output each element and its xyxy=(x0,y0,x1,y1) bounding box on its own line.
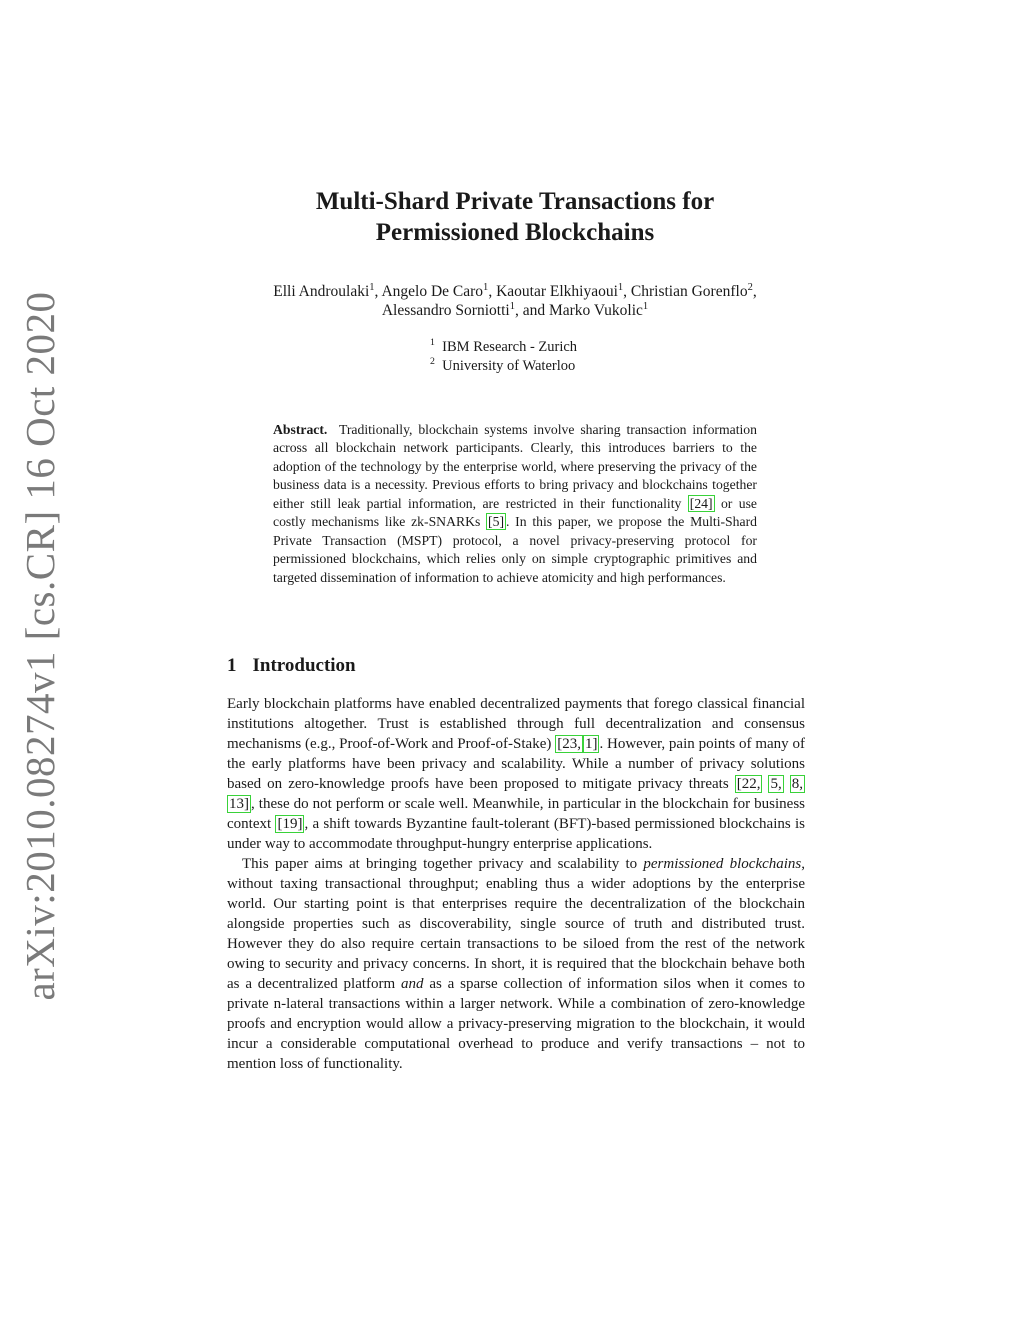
citation-link[interactable]: 8, xyxy=(791,776,804,792)
author: Christian Gorenflo$^2$, xyxy=(630,281,757,300)
citation-link[interactable]: [23, xyxy=(557,736,581,752)
paper-title xyxy=(230,186,800,248)
title-line-2: Permissioned Blockchains xyxy=(375,219,655,246)
author-list xyxy=(215,282,815,320)
author: Elli Androulaki$^1$, xyxy=(273,281,382,300)
citation-link[interactable]: 5, xyxy=(770,776,782,792)
section-heading xyxy=(227,655,356,677)
author: Kaoutar Elkhiyaoui$^1$, xyxy=(496,281,631,300)
citation-link[interactable]: 13] xyxy=(229,796,249,812)
author: Alessandro Sorniotti$^1$, and xyxy=(381,300,549,319)
paragraph: Early blockchain platforms have enabled decentralized payments that forego classical financial institutions altogether. Trust is established through full decentralization and consensus mechanisms (e.g., Proof-of-Work and Proof-of-Stake) [23, 1] . However, pain points of many of the early platforms have been privacy and scalability. While a number of privacy solutions based on zero-knowledge proofs have been proposed to mitigate privacy threats [22, 5, 8, 13] , these do not perform or scale well. Meanwhile, in particular in the blockchain for business context [19] , a shift towards Byzantine fault-tolerant (BFT)-based permissioned blockchains is under way to accommodate throughput-hungry enterprise applications. xyxy=(227,696,806,852)
author: Marko Vukolic$^1$ xyxy=(548,300,649,319)
title-line-1: Multi-Shard Private Transactions for xyxy=(315,188,715,215)
citation-link[interactable]: [5] xyxy=(488,514,505,530)
citation-link[interactable]: [19] xyxy=(277,816,303,832)
paragraph: This paper aims at bringing together privacy and scalability to permissioned blockchains, without taxing transactional throughput; enabling thus a wider adoptions by the enterprise world. Our starting point is that enterprises require the decentralization of the blockchain alongside properties such as discoverability, single source of truth and distributed trust. However they do also require certain transactions to be siloed from the rest of the network owing to security and privacy concerns. In short, it is required that the blockchain behave both as a decentralized platform and as a sparse collection of information silos when it comes to private n-lateral transactions within a larger network. While a combination of zero-knowledge proofs and encryption would allow a privacy-preserving migration to the blockchain, it would incur a considerable computational overhead to produce and verify transactions – not to mention loss of functionality. xyxy=(227,856,806,1072)
citation-link[interactable]: [24] xyxy=(689,495,713,511)
author: Angelo De Caro$^1$, xyxy=(381,281,497,300)
section-title: Introduction xyxy=(252,655,356,676)
body-text xyxy=(227,694,805,1074)
section-number: 1 xyxy=(227,655,237,676)
affiliation: $^1$ IBM Research - Zurich xyxy=(430,337,578,355)
citation-link[interactable]: 1] xyxy=(584,736,598,752)
affiliation: $^2$ University of Waterloo xyxy=(430,356,576,374)
abstract-label: Abstract. xyxy=(273,422,328,437)
citation-link[interactable]: [22, xyxy=(736,776,761,792)
abstract: Abstract. Traditionally, blockchain systems involve sharing transaction information across all blockchain network participants. Clearly, this introduces barriers to the adoption of the technology by the enterprise world, where preserving the privacy of the business data is a necessity. Previous efforts to bring privacy and blockchains together either still leak partial information, are restricted in their functionality [24] or use costly mechanisms like zk-SNARKs [5] . In this paper, we propose the Multi-Shard Private Transaction (MSPT) protocol, a novel privacy-preserving protocol for permissioned blockchains, which relies only on simple cryptographic primitives and targeted dissemination of information to achieve atomicity and high performances. xyxy=(273,422,757,585)
arxiv-stamp: arXiv:2010.08274v1 [cs.CR] 16 Oct 2020 xyxy=(17,291,63,1001)
affiliations xyxy=(430,338,577,376)
